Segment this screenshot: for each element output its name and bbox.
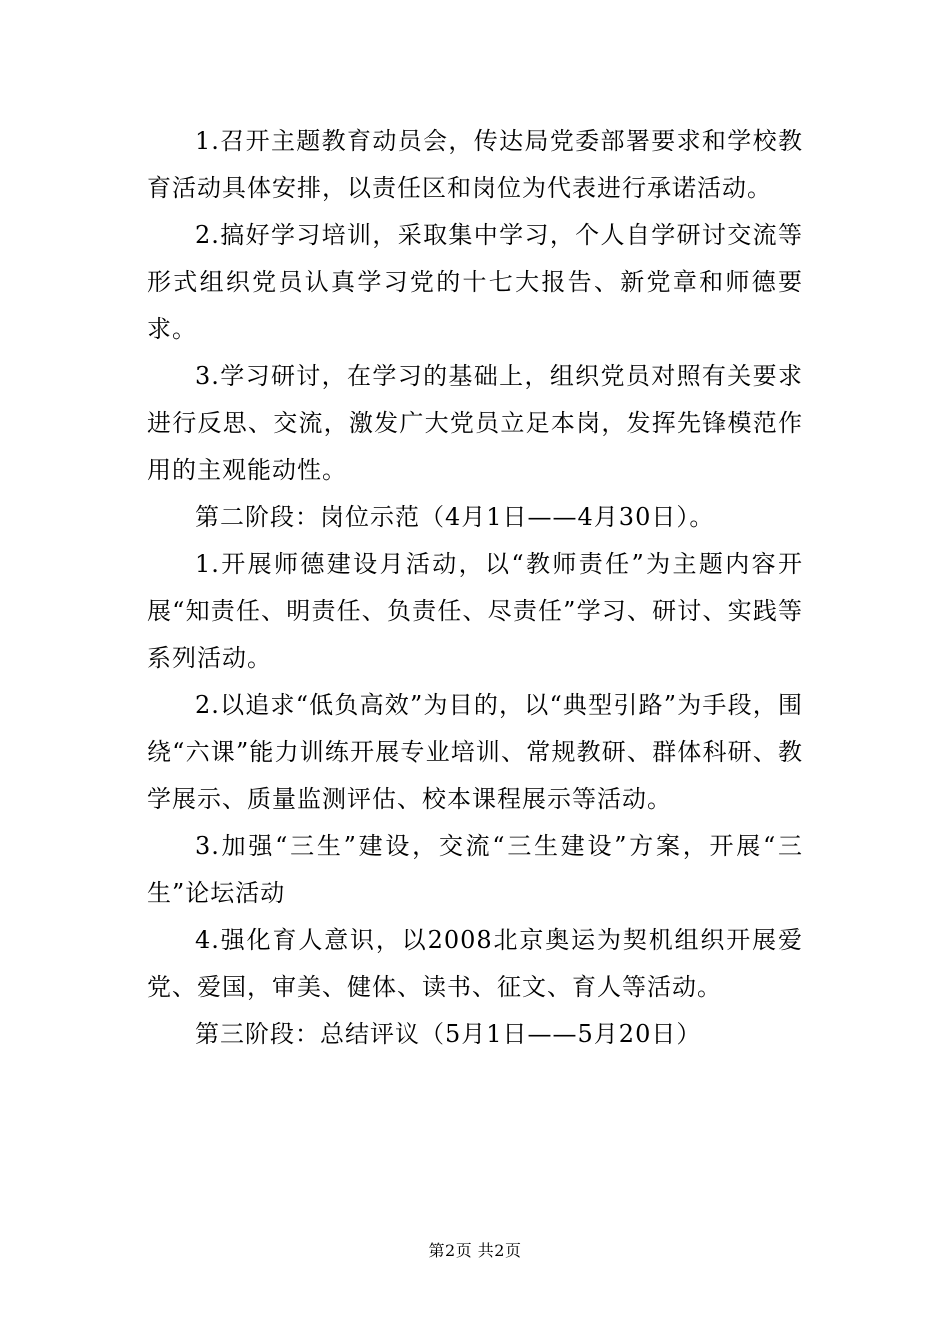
section-heading-stage-2: 第二阶段：岗位示范（4月1日——4月30日）。	[195, 503, 715, 531]
paragraph-7: 3.加强“三生”建设，交流“三生建设”方案，开展“三生”论坛活动	[147, 832, 803, 907]
paragraph-2: 2.搞好学习培训，采取集中学习，个人自学研讨交流等形式组织党员认真学习党的十七大报告、新党章和师德要求。	[147, 221, 803, 343]
section-heading-stage-3: 第三阶段：总结评议（5月1日——5月20日）	[195, 1020, 702, 1048]
paragraph-5: 1.开展师德建设月活动，以“教师责任”为主题内容开展“知责任、明责任、负责任、尽责任”学习、研讨、实践等系列活动。	[147, 550, 803, 672]
paragraph-1: 1.召开主题教育动员会，传达局党委部署要求和学校教育活动具体安排，以责任区和岗位为代表进行承诺活动。	[147, 127, 803, 202]
paragraph-3: 3.学习研讨，在学习的基础上，组织党员对照有关要求进行反思、交流，激发广大党员立足本岗，发挥先锋模范作用的主观能动性。	[147, 362, 803, 484]
page-number-footer: 第2页 共2页	[428, 1241, 522, 1260]
paragraph-8: 4.强化育人意识，以2008北京奥运为契机组织开展爱党、爱国，审美、健体、读书、征文、育人等活动。	[147, 926, 803, 1001]
paragraph-6: 2.以追求“低负高效”为目的，以“典型引路”为手段，围绕“六课”能力训练开展专业培训、常规教研、群体科研、教学展示、质量监测评估、校本课程展示等活动。	[147, 691, 803, 813]
document-body	[147, 118, 803, 1058]
